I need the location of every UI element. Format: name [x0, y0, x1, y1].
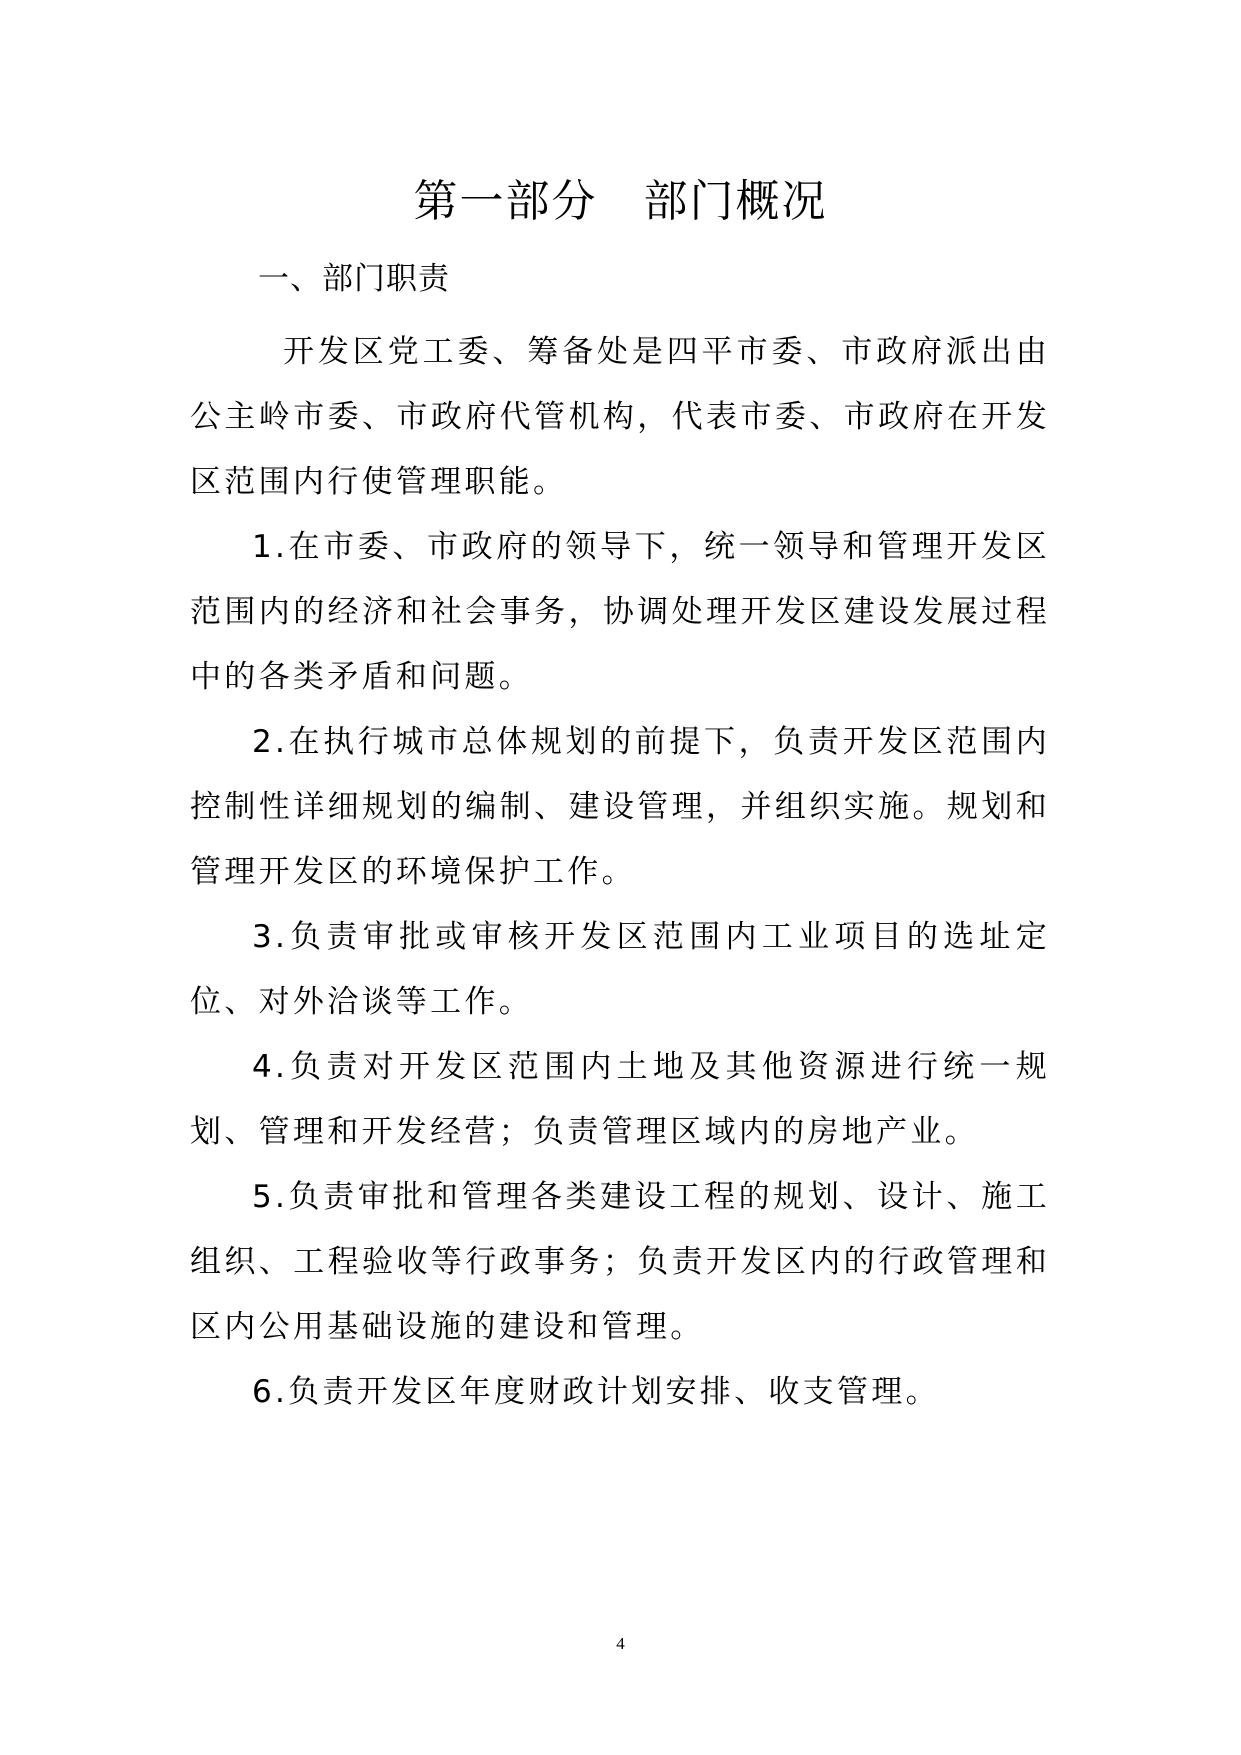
duty-item-3: 3.负责审批或审核开发区范围内工业项目的选址定位、对外洽谈等工作。 [190, 919, 1050, 1020]
duty-item-5: 5.负责审批和管理各类建设工程的规划、设计、施工组织、工程验收等行政事务；负责开发区内的行政管理和区内公用基础设施的建设和管理。 [190, 1179, 1050, 1345]
duty-item-2: 2.在执行城市总体规划的前提下，负责开发区范围内控制性详细规划的编制、建设管理，并组织实施。规划和管理开发区的环境保护工作。 [190, 724, 1050, 890]
page-number: 4 [616, 1634, 625, 1653]
intro-paragraph: 开发区党工委、筹备处是四平市委、市政府派出由公主岭市委、市政府代管机构，代表市委、市政府在开发区范围内行使管理职能。 [190, 334, 1050, 500]
duty-item-6: 6.负责开发区年度财政计划安排、收支管理。 [252, 1374, 940, 1410]
section-heading: 一、部门职责 [258, 261, 450, 297]
duty-item-1: 1.在市委、市政府的领导下，统一领导和管理开发区范围内的经济和社会事务，协调处理开发区建设发展过程中的各类矛盾和问题。 [190, 529, 1050, 695]
duty-item-4: 4.负责对开发区范围内土地及其他资源进行统一规划、管理和开发经营；负责管理区域内的房地产业。 [190, 1049, 1050, 1150]
page-title: 第一部分 部门概况 [413, 176, 828, 227]
body-text [190, 320, 1050, 1425]
